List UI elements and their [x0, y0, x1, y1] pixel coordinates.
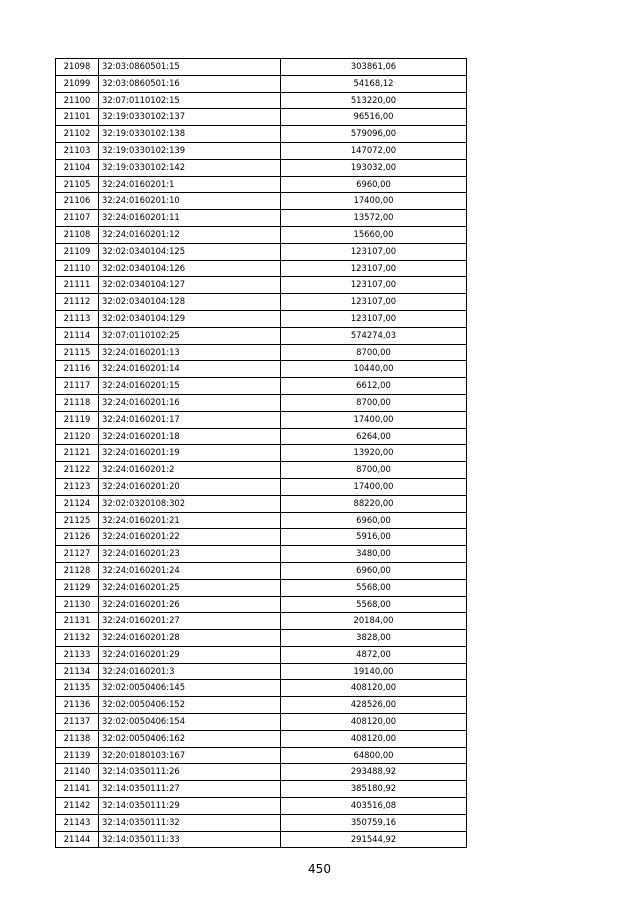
table-row	[56, 226, 467, 243]
cadastral-number-cell: 32:24:0160201:28	[99, 630, 281, 647]
table-row	[56, 210, 467, 227]
row-number-cell: 21099	[56, 75, 99, 92]
cadastral-value-cell: 17400,00	[281, 411, 467, 428]
table-row	[56, 697, 467, 714]
cadastral-number-cell: 32:24:0160201:1	[99, 176, 281, 193]
table-row	[56, 546, 467, 563]
row-number-cell: 21129	[56, 579, 99, 596]
cadastral-value-cell: 5568,00	[281, 579, 467, 596]
cadastral-number-cell: 32:24:0160201:17	[99, 411, 281, 428]
cadastral-number-cell: 32:24:0160201:18	[99, 428, 281, 445]
cadastral-number-cell: 32:24:0160201:2	[99, 462, 281, 479]
table-row	[56, 142, 467, 159]
cadastral-number-cell: 32:24:0160201:23	[99, 546, 281, 563]
table-row	[56, 394, 467, 411]
cadastral-number-cell: 32:19:0330102:139	[99, 142, 281, 159]
table-row	[56, 243, 467, 260]
row-number-cell: 21140	[56, 764, 99, 781]
row-number-cell: 21113	[56, 310, 99, 327]
cadastral-value-cell: 303861,06	[281, 59, 467, 76]
row-number-cell: 21101	[56, 109, 99, 126]
row-number-cell: 21118	[56, 394, 99, 411]
cadastral-value-cell: 428526,00	[281, 697, 467, 714]
row-number-cell: 21142	[56, 798, 99, 815]
cadastral-value-cell: 13920,00	[281, 445, 467, 462]
cadastral-number-cell: 32:24:0160201:15	[99, 378, 281, 395]
table-row	[56, 75, 467, 92]
cadastral-number-cell: 32:03:0860501:15	[99, 59, 281, 76]
cadastral-number-cell: 32:02:0340104:128	[99, 294, 281, 311]
row-number-cell: 21120	[56, 428, 99, 445]
cadastral-value-cell: 17400,00	[281, 193, 467, 210]
cadastral-value-cell: 123107,00	[281, 277, 467, 294]
cadastral-value-cell: 13572,00	[281, 210, 467, 227]
row-number-cell: 21138	[56, 730, 99, 747]
cadastral-number-cell: 32:07:0110102:25	[99, 327, 281, 344]
table-row	[56, 59, 467, 76]
table-row	[56, 294, 467, 311]
cadastral-number-cell: 32:19:0330102:142	[99, 159, 281, 176]
cadastral-number-cell: 32:02:0340104:127	[99, 277, 281, 294]
row-number-cell: 21106	[56, 193, 99, 210]
table-row	[56, 680, 467, 697]
cadastral-value-cell: 10440,00	[281, 361, 467, 378]
cadastral-number-cell: 32:24:0160201:10	[99, 193, 281, 210]
cadastral-value-cell: 88220,00	[281, 495, 467, 512]
cadastral-value-cell: 20184,00	[281, 613, 467, 630]
cadastral-value-cell: 8700,00	[281, 394, 467, 411]
cadastral-number-cell: 32:24:0160201:16	[99, 394, 281, 411]
table-row	[56, 646, 467, 663]
row-number-cell: 21098	[56, 59, 99, 76]
row-number-cell: 21141	[56, 781, 99, 798]
cadastral-number-cell: 32:24:0160201:20	[99, 478, 281, 495]
table-row	[56, 361, 467, 378]
table-row	[56, 445, 467, 462]
cadastral-value-cell: 579096,00	[281, 126, 467, 143]
row-number-cell: 21126	[56, 529, 99, 546]
row-number-cell: 21107	[56, 210, 99, 227]
row-number-cell: 21119	[56, 411, 99, 428]
cadastral-value-cell: 6960,00	[281, 512, 467, 529]
table-row	[56, 529, 467, 546]
cadastral-number-cell: 32:24:0160201:3	[99, 663, 281, 680]
cadastral-number-cell: 32:24:0160201:22	[99, 529, 281, 546]
cadastral-value-cell: 147072,00	[281, 142, 467, 159]
row-number-cell: 21112	[56, 294, 99, 311]
cadastral-number-cell: 32:24:0160201:12	[99, 226, 281, 243]
cadastral-number-cell: 32:19:0330102:137	[99, 109, 281, 126]
cadastral-value-cell: 6612,00	[281, 378, 467, 395]
cadastral-number-cell: 32:24:0160201:27	[99, 613, 281, 630]
cadastral-number-cell: 32:14:0350111:32	[99, 814, 281, 831]
cadastral-number-cell: 32:02:0050406:154	[99, 714, 281, 731]
table-row	[56, 764, 467, 781]
row-number-cell: 21144	[56, 831, 99, 848]
row-number-cell: 21121	[56, 445, 99, 462]
cadastral-number-cell: 32:24:0160201:24	[99, 562, 281, 579]
table-row	[56, 159, 467, 176]
row-number-cell: 21143	[56, 814, 99, 831]
table-row	[56, 579, 467, 596]
cadastral-value-cell: 8700,00	[281, 344, 467, 361]
table-row	[56, 512, 467, 529]
cadastral-value-cell: 123107,00	[281, 294, 467, 311]
cadastral-number-cell: 32:02:0340104:129	[99, 310, 281, 327]
table-row	[56, 109, 467, 126]
cadastral-number-cell: 32:14:0350111:29	[99, 798, 281, 815]
row-number-cell: 21134	[56, 663, 99, 680]
cadastral-value-cell: 5568,00	[281, 596, 467, 613]
table-row	[56, 781, 467, 798]
cadastral-number-cell: 32:24:0160201:19	[99, 445, 281, 462]
cadastral-value-cell: 54168,12	[281, 75, 467, 92]
cadastral-value-cell: 3480,00	[281, 546, 467, 563]
cadastral-value-cell: 408120,00	[281, 714, 467, 731]
cadastral-value-cell: 15660,00	[281, 226, 467, 243]
cadastral-value-cell: 19140,00	[281, 663, 467, 680]
cadastral-value-cell: 96516,00	[281, 109, 467, 126]
row-number-cell: 21104	[56, 159, 99, 176]
table-row	[56, 327, 467, 344]
table-row	[56, 714, 467, 731]
row-number-cell: 21117	[56, 378, 99, 395]
row-number-cell: 21135	[56, 680, 99, 697]
cadastral-value-cell: 403516,08	[281, 798, 467, 815]
cadastral-value-cell: 5916,00	[281, 529, 467, 546]
table-row	[56, 92, 467, 109]
cadastral-number-cell: 32:02:0050406:145	[99, 680, 281, 697]
cadastral-number-cell: 32:24:0160201:13	[99, 344, 281, 361]
cadastral-number-cell: 32:03:0860501:16	[99, 75, 281, 92]
cadastral-number-cell: 32:02:0340104:126	[99, 260, 281, 277]
row-number-cell: 21116	[56, 361, 99, 378]
row-number-cell: 21100	[56, 92, 99, 109]
cadastral-number-cell: 32:20:0180103:167	[99, 747, 281, 764]
table-row	[56, 562, 467, 579]
row-number-cell: 21105	[56, 176, 99, 193]
table-row	[56, 596, 467, 613]
cadastral-value-cell: 4872,00	[281, 646, 467, 663]
cadastral-number-cell: 32:24:0160201:14	[99, 361, 281, 378]
table-row	[56, 126, 467, 143]
table-row	[56, 277, 467, 294]
cadastral-value-cell: 6264,00	[281, 428, 467, 445]
table-row	[56, 462, 467, 479]
cadastral-number-cell: 32:02:0340104:125	[99, 243, 281, 260]
table-row	[56, 411, 467, 428]
table-row	[56, 613, 467, 630]
cadastral-number-cell: 32:14:0350111:27	[99, 781, 281, 798]
cadastral-value-cell: 193032,00	[281, 159, 467, 176]
cadastral-value-cell: 408120,00	[281, 730, 467, 747]
table-row	[56, 193, 467, 210]
cadastral-number-cell: 32:24:0160201:25	[99, 579, 281, 596]
row-number-cell: 21130	[56, 596, 99, 613]
table-row	[56, 344, 467, 361]
row-number-cell: 21115	[56, 344, 99, 361]
cadastral-value-cell: 513220,00	[281, 92, 467, 109]
cadastral-value-cell: 123107,00	[281, 310, 467, 327]
cadastral-value-cell: 64800,00	[281, 747, 467, 764]
table-row	[56, 663, 467, 680]
table-row	[56, 478, 467, 495]
table-row	[56, 831, 467, 848]
cadastral-value-cell: 293488,92	[281, 764, 467, 781]
table-row	[56, 260, 467, 277]
table-row	[56, 630, 467, 647]
page-number: 450	[308, 862, 331, 876]
cadastral-number-cell: 32:14:0350111:26	[99, 764, 281, 781]
cadastral-value-cell: 123107,00	[281, 243, 467, 260]
cadastral-value-cell: 17400,00	[281, 478, 467, 495]
cadastral-number-cell: 32:02:0320108:302	[99, 495, 281, 512]
row-number-cell: 21108	[56, 226, 99, 243]
row-number-cell: 21102	[56, 126, 99, 143]
cadastral-value-cell: 123107,00	[281, 260, 467, 277]
cadastral-value-cell: 8700,00	[281, 462, 467, 479]
cadastral-value-cell: 3828,00	[281, 630, 467, 647]
row-number-cell: 21127	[56, 546, 99, 563]
row-number-cell: 21122	[56, 462, 99, 479]
table-row	[56, 310, 467, 327]
cadastral-number-cell: 32:07:0110102:15	[99, 92, 281, 109]
cadastral-number-cell: 32:24:0160201:11	[99, 210, 281, 227]
row-number-cell: 21110	[56, 260, 99, 277]
cadastral-number-cell: 32:14:0350111:33	[99, 831, 281, 848]
row-number-cell: 21111	[56, 277, 99, 294]
cadastral-value-cell: 408120,00	[281, 680, 467, 697]
cadastral-number-cell: 32:24:0160201:26	[99, 596, 281, 613]
table-row	[56, 378, 467, 395]
cadastral-value-table	[55, 58, 467, 848]
cadastral-number-cell: 32:02:0050406:152	[99, 697, 281, 714]
row-number-cell: 21136	[56, 697, 99, 714]
table-row	[56, 495, 467, 512]
cadastral-number-cell: 32:19:0330102:138	[99, 126, 281, 143]
row-number-cell: 21128	[56, 562, 99, 579]
cadastral-value-cell: 291544,92	[281, 831, 467, 848]
row-number-cell: 21125	[56, 512, 99, 529]
row-number-cell: 21114	[56, 327, 99, 344]
table-body	[56, 59, 467, 848]
row-number-cell: 21103	[56, 142, 99, 159]
cadastral-value-cell: 574274,03	[281, 327, 467, 344]
table-row	[56, 176, 467, 193]
table-row	[56, 814, 467, 831]
row-number-cell: 21109	[56, 243, 99, 260]
cadastral-number-cell: 32:24:0160201:29	[99, 646, 281, 663]
cadastral-number-cell: 32:02:0050406:162	[99, 730, 281, 747]
table-row	[56, 747, 467, 764]
cadastral-number-cell: 32:24:0160201:21	[99, 512, 281, 529]
row-number-cell: 21133	[56, 646, 99, 663]
row-number-cell: 21137	[56, 714, 99, 731]
row-number-cell: 21123	[56, 478, 99, 495]
row-number-cell: 21132	[56, 630, 99, 647]
cadastral-value-cell: 385180,92	[281, 781, 467, 798]
cadastral-value-cell: 6960,00	[281, 562, 467, 579]
cadastral-value-cell: 6960,00	[281, 176, 467, 193]
table-row	[56, 730, 467, 747]
table-row	[56, 798, 467, 815]
row-number-cell: 21124	[56, 495, 99, 512]
row-number-cell: 21131	[56, 613, 99, 630]
row-number-cell: 21139	[56, 747, 99, 764]
cadastral-value-cell: 350759,16	[281, 814, 467, 831]
table-row	[56, 428, 467, 445]
